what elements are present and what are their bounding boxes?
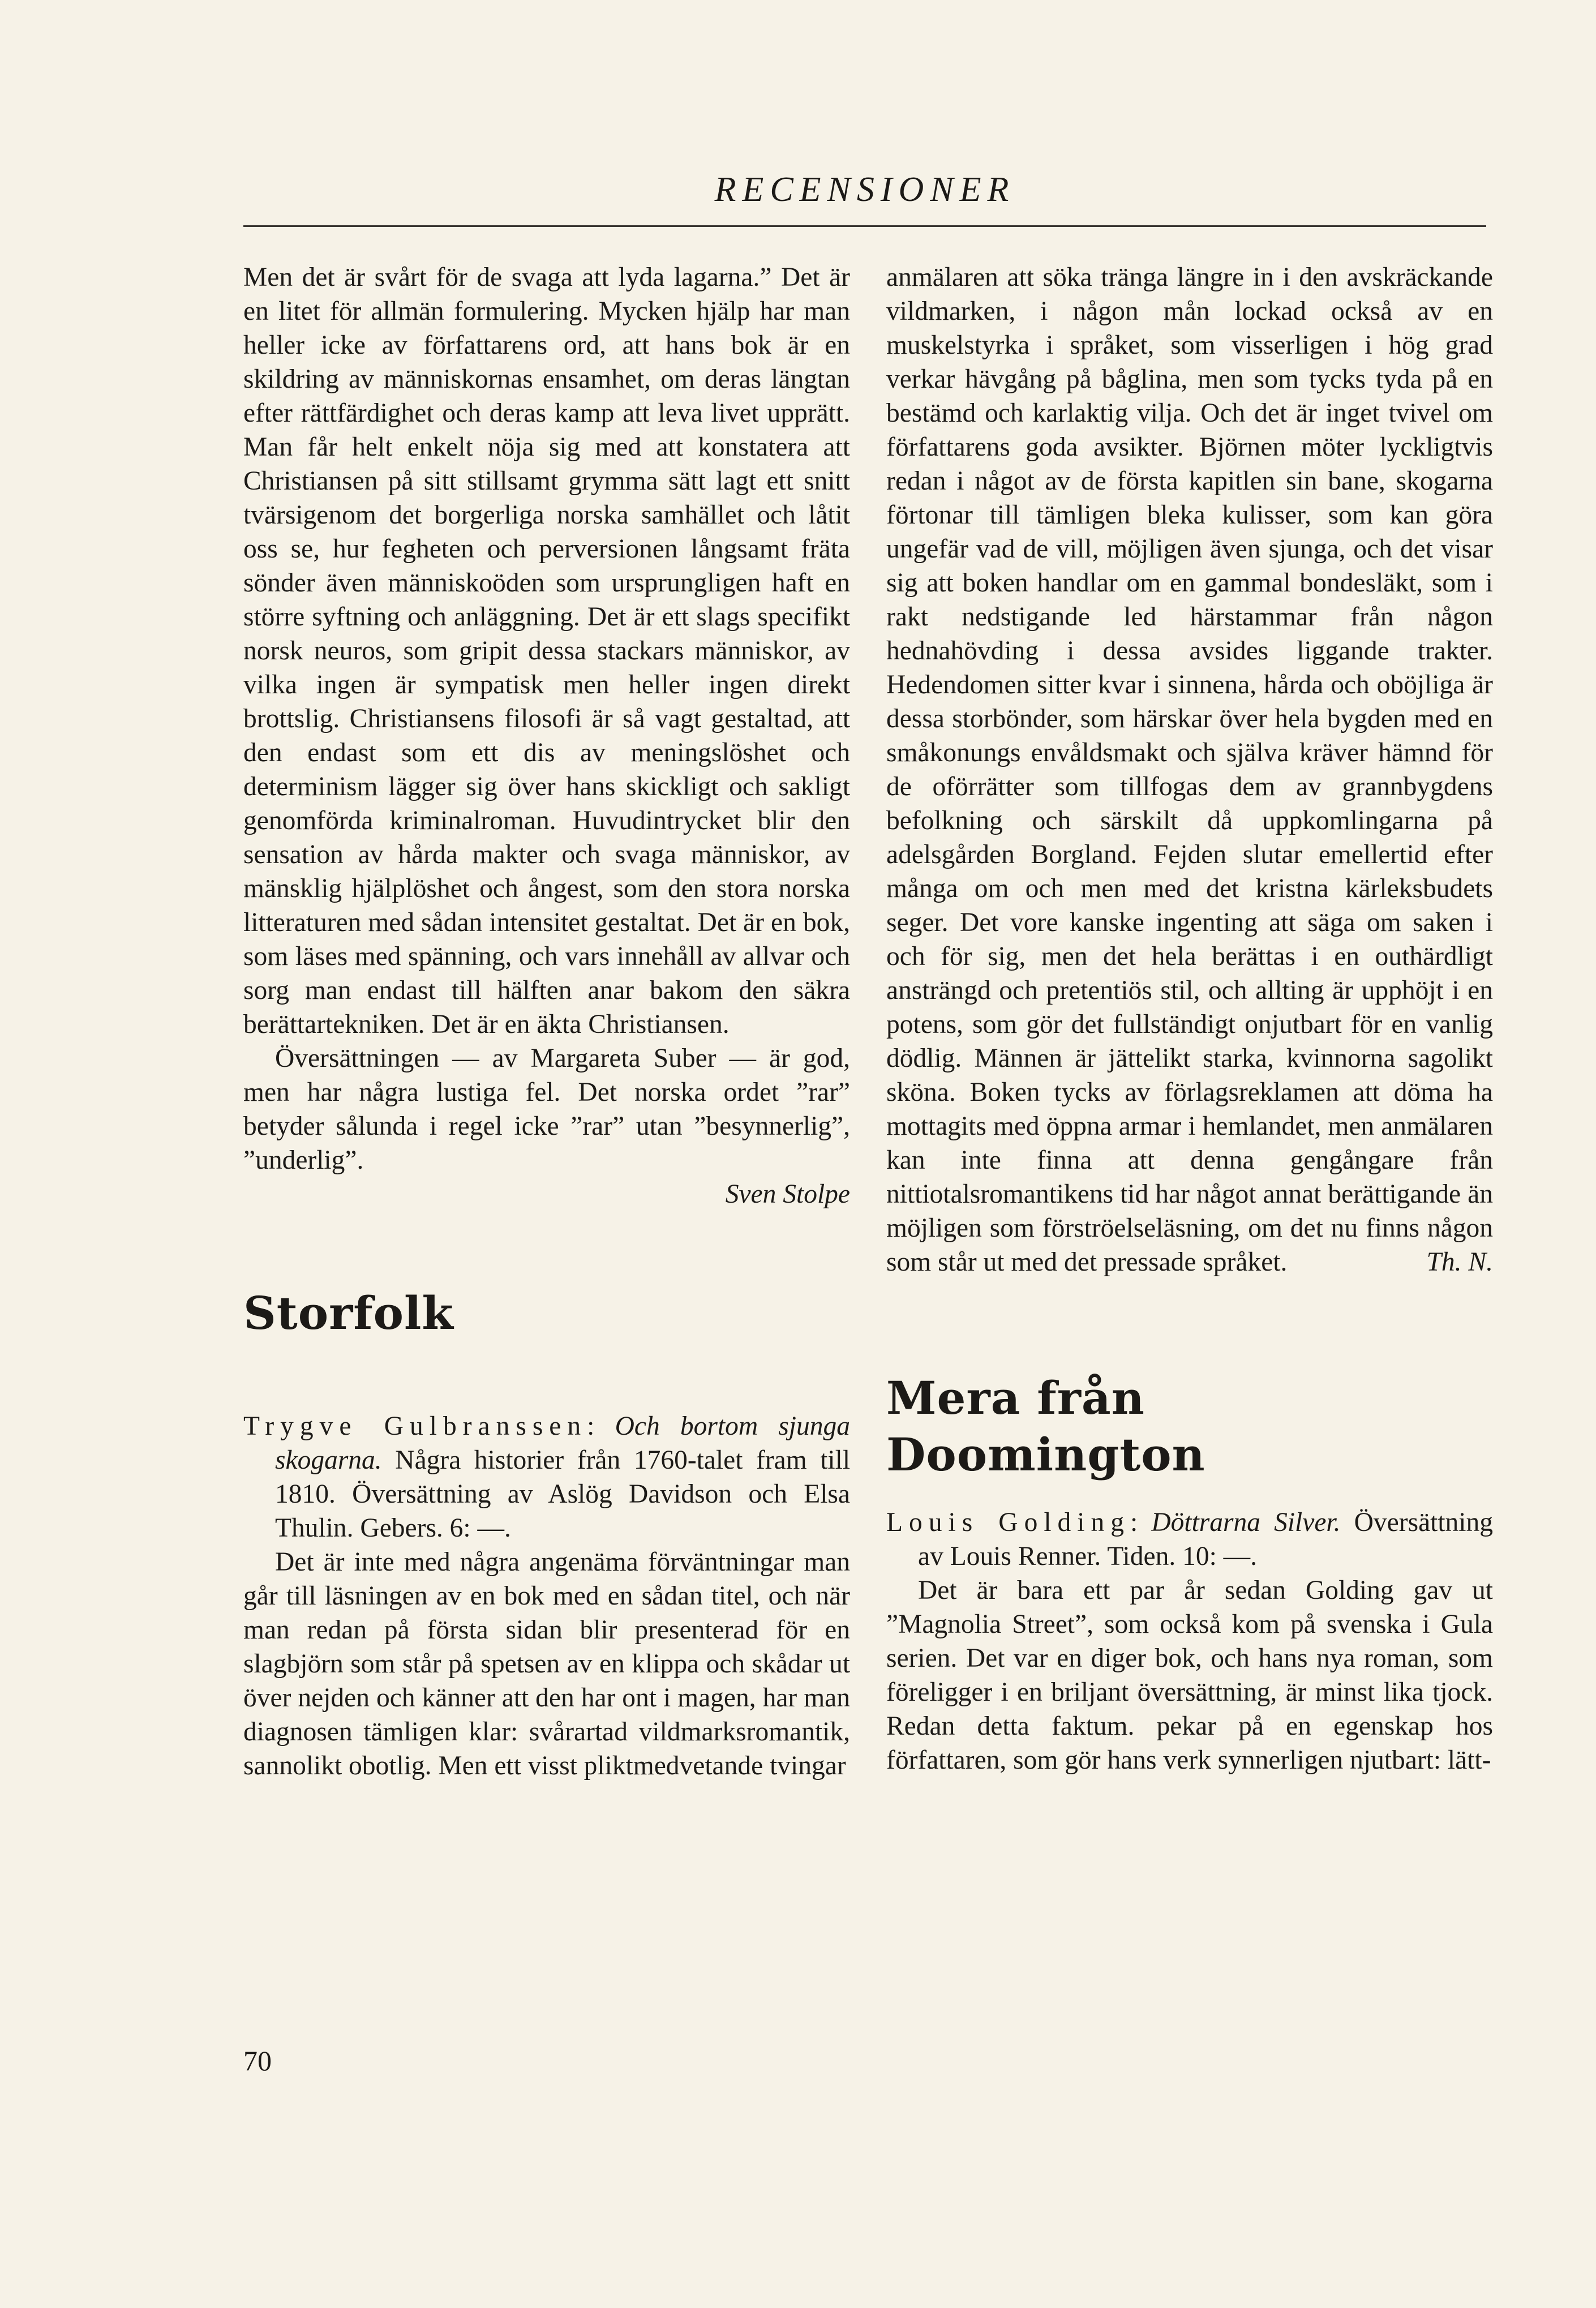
review-1-paragraph-2: Översättningen — av Margareta Suber — är god, men har några lustiga fel. Det norska ordet ”rar” betyder sålunda i regel icke ”rar” utan ”besynnerlig”, ”underlig”.: [243, 1044, 850, 1175]
review-2-signature: Th. N.: [1426, 1247, 1493, 1277]
review-2-body-right: [886, 260, 1493, 1279]
review-1-signature: Sven Stolpe: [725, 1179, 850, 1209]
review-3-heading-line-1: Mera från: [886, 1371, 1145, 1425]
review-2-heading: Storfolk: [243, 1286, 454, 1340]
review-2-bibliography: Trygve Gulbranssen: Och bortom sjunga skogarna. Några historier från 1760-talet fram till 1810. Översättning av Aslög Davidson och Elsa Thulin. Gebers. 6: —.: [243, 1412, 851, 1543]
review-3-heading: [886, 1370, 1493, 1483]
review-2-book-title: Och bortom sjunga skogarna.: [275, 1412, 851, 1475]
review-2-body-left: Det är inte med några angenäma förväntningar man går till läsningen av en bok med en sådan titel, och när man redan på första sidan blir presenterad för en slagbjörn som står på spetsen av en klippa och skådar ut över nejden och känner att den har ont i magen, har man diagnosen tämligen klar: svårartad vildmarksromantik, sannolikt obotlig. Men ett visst pliktmedvetande tvingar: [243, 1547, 850, 1781]
header-rule: [243, 225, 1486, 227]
review-2-author: Trygve Gulbranssen: [243, 1412, 587, 1441]
right-column: [886, 260, 1493, 1777]
review-2-biblio-details: Några historier från 1760-talet fram till 1810. Översättning av Aslög Davidson och Elsa Thulin. Gebers. 6: —.: [275, 1445, 851, 1543]
review-2-body-right-text: anmälaren att söka tränga längre in i den avskräckande vildmarken, i någon mån lockad också av en muskelstyrka i språket, som visserligen i hög grad verkar hävgång på båglina, men som tycks tyda på en bestämd och karlaktig vilja. Och det är inget tvivel om författarens goda avsikter. Björnen möter lyckligtvis redan i något av de första kapitlen sin bane, skogarna förtonar till tämligen bleka kulisser, som kan göra ungefär vad de vill, möjligen även sjunga, och det visar sig att boken handlar om en gammal bondesläkt, som i rakt nedstigande led härstammar från någon hednahövding i dessa avsides liggande trakter. Hedendomen sitter kvar i sinnena, hårda och oböjliga är dessa storbönder, som härskar över hela bygden med en småkonungs envåldsmakt och själva kräver hämnd för de oförrätter som tillfogas dem av grannbygdens befolkning och särskilt då uppkomlingarna på adelsgården Borgland. Fejden slutar emellertid efter många om och men med det kristna kärleksbudets seger. Det vore kanske ingenting att säga om saken i och för sig, men det hela berättas i en outhärdligt ansträngd och pretentiös stil, och allting är upphöjt i en potens, som gör det fullständigt onjutbart för en vanlig dödlig. Männen är jättelikt starka, kvinnorna sagolikt sköna. Boken tycks av förlagsreklamen att döma ha mottagits med öppna armar i hemlandet, men anmälaren kan inte finna att denna gengångare från nittiotalsromantikens tid har något annat berättigande än möjligen som förströelseläsning, om det nu finns någon som står ut med det pressade språket.: [886, 263, 1493, 1277]
left-column: [243, 260, 850, 1783]
review-3-body: Det är bara ett par år sedan Golding gav ut ”Magnolia Street”, som också kom på svenska i Gula serien. Det var en diger bok, och hans nya roman, som föreligger i en briljant översättning, är minst lika tjock. Redan detta faktum. pekar på en egenskap hos författaren, som gör hans verk synnerligen njutbart: lätt-: [886, 1576, 1493, 1775]
review-1-paragraph-1: Men det är svårt för de svaga att lyda lagarna.” Det är en litet för allmän formulering. Mycken hjälp har man heller icke av författarens ord, att hans bok är en skildring av människornas ensamhet, om deras längtan efter rättfärdighet och deras kamp att leva livet upprätt. Man får helt enkelt nöja sig med att konstatera att Christiansen på sitt stillsamt grymma sätt lagt ett snitt tvärsigenom det borgerliga norska samhället och låtit oss se, hur fegheten och perversionen långsamt fräta sönder även människoöden som ursprungligen haft en större syftning och anläggning. Det är ett slags specifikt norsk neuros, som gripit dessa stackars människor, av vilka ingen är sympatisk men heller ingen direkt brottslig. Christiansens filosofi är så vagt gestaltad, att den endast som ett dis av meningslöshet och determinism lägger sig över hans skickligt och sakligt genomförda kriminalroman. Huvudintrycket blir den sensation av hårda makter och svaga människor, av mänsklig hjälplöshet och ångest, som den stora norska litteraturen med sådan intensitet gestaltat. Det är en bok, som läses med spänning, och vars innehåll av allvar och sorg man endast till hälften anar bakom den säkra berättartekniken. Det är en äkta Christiansen.: [243, 263, 850, 1039]
review-3-biblio-details: Översättning av Louis Renner. Tiden. 10: —.: [918, 1508, 1493, 1571]
review-3-author: Louis Golding: [886, 1508, 1131, 1537]
review-3-bibliography: Louis Golding: Döttrarna Silver. Översättning av Louis Renner. Tiden. 10: —.: [886, 1508, 1493, 1571]
page-number: 70: [243, 2045, 272, 2077]
review-3-heading-line-2: Doomington: [886, 1428, 1205, 1481]
running-head: RECENSIONER: [714, 170, 1015, 209]
review-3-book-title: Döttrarna Silver.: [1151, 1508, 1341, 1537]
